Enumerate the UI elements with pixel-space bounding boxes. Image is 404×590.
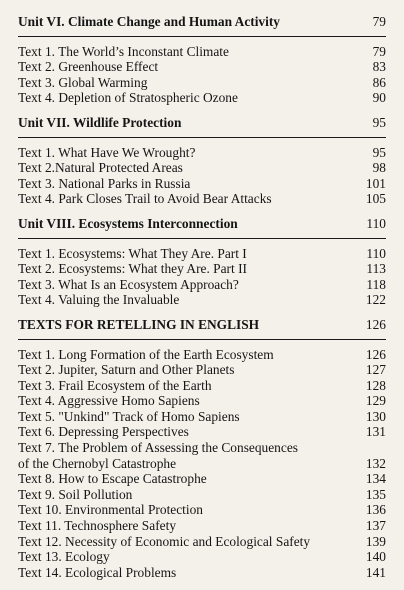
toc-entry <box>18 75 386 91</box>
entry-title-continuation: of the Chernobyl Catastrophe <box>18 455 177 471</box>
entry-page-number: 126 <box>365 346 386 362</box>
entry-title: Text 3. Frail Ecosystem of the Earth <box>18 377 212 393</box>
entry-title: Text 11. Technosphere Safety <box>18 518 177 534</box>
entry-page-number: 101 <box>365 175 386 191</box>
entry-page-number: 141 <box>365 564 386 580</box>
toc-entry <box>18 378 386 394</box>
entry-title: Text 3. Global Warming <box>18 74 148 90</box>
entry-page-number: 134 <box>365 471 386 487</box>
toc-entry <box>18 44 386 60</box>
toc-entry <box>18 191 386 207</box>
entry-title: Text 2. Jupiter, Saturn and Other Planets <box>18 362 235 378</box>
entry-title: Text 9. Soil Pollution <box>18 486 133 502</box>
section-title: Unit VI. Climate Change and Human Activity <box>18 14 281 29</box>
entry-title: Text 2.Natural Protected Areas <box>18 160 183 176</box>
toc-entry <box>18 176 386 192</box>
entry-page-number: 131 <box>365 424 386 440</box>
entry-page-number: 98 <box>372 160 386 176</box>
entry-page-number: 135 <box>365 486 386 502</box>
section-divider <box>18 238 386 239</box>
entry-page-number: 105 <box>365 191 386 207</box>
section-page-number: 79 <box>372 14 386 29</box>
section-divider <box>18 36 386 37</box>
toc-section <box>18 216 386 308</box>
toc-entry <box>18 502 386 518</box>
entry-page-number: 132 <box>365 455 386 471</box>
section-title: TEXTS FOR RETELLING IN ENGLISH <box>18 316 260 332</box>
toc-entry <box>18 549 386 565</box>
toc-section <box>18 14 386 106</box>
section-divider <box>18 339 386 340</box>
section-title: Unit VII. Wildlife Protection <box>18 114 182 130</box>
entry-page-number: 90 <box>372 90 386 106</box>
entry-page-number: 122 <box>365 292 386 308</box>
entry-page-number: 136 <box>365 502 386 518</box>
section-heading <box>18 14 386 30</box>
toc-section <box>18 115 386 207</box>
entry-title: Text 4. Depletion of Stratospheric Ozone <box>18 90 238 106</box>
entry-title: Text 4. Valuing the Invaluable <box>18 292 180 308</box>
toc-entry <box>18 347 386 363</box>
entry-page-number: 86 <box>372 74 386 90</box>
section-page-number: 95 <box>372 114 386 130</box>
section-page-number: 126 <box>365 316 386 332</box>
section-heading <box>18 115 386 131</box>
toc-entry <box>18 160 386 176</box>
entry-title: Text 14. Ecological Problems <box>18 564 177 580</box>
entry-title: Text 12. Necessity of Economic and Ecological Safety <box>18 533 311 549</box>
toc-entry <box>18 424 386 440</box>
toc-entry <box>18 90 386 106</box>
entry-page-number: 139 <box>365 533 386 549</box>
toc-entry <box>18 565 386 581</box>
entry-page-number: 113 <box>366 261 386 277</box>
entry-page-number: 127 <box>365 362 386 378</box>
entry-page-number: 128 <box>365 377 386 393</box>
toc-entry <box>18 59 386 75</box>
toc-entry <box>18 534 386 550</box>
entry-title: Text 4. Park Closes Trail to Avoid Bear Attacks <box>18 191 272 207</box>
toc-section <box>18 317 386 581</box>
toc-entry <box>18 471 386 487</box>
toc-entry <box>18 362 386 378</box>
section-gap <box>18 308 386 317</box>
entry-page-number: 130 <box>365 408 386 424</box>
entry-page-number: 110 <box>366 245 386 261</box>
section-divider <box>18 137 386 138</box>
entry-page-number: 79 <box>372 43 386 59</box>
entry-title: Text 8. How to Escape Catastrophe <box>18 471 207 487</box>
entry-title: Text 4. Aggressive Homo Sapiens <box>18 393 200 409</box>
entry-page-number: 95 <box>372 144 386 160</box>
entry-title: Text 3. National Parks in Russia <box>18 175 191 191</box>
toc-entry <box>18 261 386 277</box>
toc-entry-continued <box>18 456 386 472</box>
entry-page-number: 129 <box>365 393 386 409</box>
entry-page-number: 83 <box>372 59 386 75</box>
toc-entry <box>18 440 386 456</box>
section-gap <box>18 207 386 216</box>
entry-page-number: 137 <box>365 518 386 534</box>
entry-title: Text 10. Environmental Protection <box>18 502 204 518</box>
section-heading <box>18 317 386 333</box>
section-gap <box>18 106 386 115</box>
entry-title: Text 5. "Unkind" Track of Homo Sapiens <box>18 408 240 424</box>
entry-title: Text 6. Depressing Perspectives <box>18 424 189 440</box>
entry-title: Text 13. Ecology <box>18 549 110 565</box>
entry-title: Text 3. What Is an Ecosystem Approach? <box>18 276 239 292</box>
entry-title: Text 1. Long Formation of the Earth Ecosystem <box>18 346 274 362</box>
toc-entry <box>18 409 386 425</box>
entry-page-number: 118 <box>366 276 386 292</box>
toc-entry <box>18 277 386 293</box>
section-title: Unit VIII. Ecosystems Interconnection <box>18 215 238 231</box>
toc-entry <box>18 487 386 503</box>
entry-title: Text 1. The World’s Inconstant Climate <box>18 43 229 59</box>
section-page-number: 110 <box>366 215 386 231</box>
toc-entry <box>18 393 386 409</box>
entry-title: Text 1. Ecosystems: What They Are. Part I <box>18 245 247 261</box>
toc-entry <box>18 292 386 308</box>
toc-entry <box>18 518 386 534</box>
entry-title: Text 1. What Have We Wrought? <box>18 144 196 160</box>
entry-title: Text 7. The Problem of Assessing the Consequences <box>18 440 298 456</box>
entry-title: Text 2. Greenhouse Effect <box>18 59 159 75</box>
section-heading <box>18 216 386 232</box>
entry-title: Text 2. Ecosystems: What they Are. Part II <box>18 261 248 277</box>
toc-entry <box>18 145 386 161</box>
entry-page-number: 140 <box>365 549 386 565</box>
toc-entry <box>18 246 386 262</box>
